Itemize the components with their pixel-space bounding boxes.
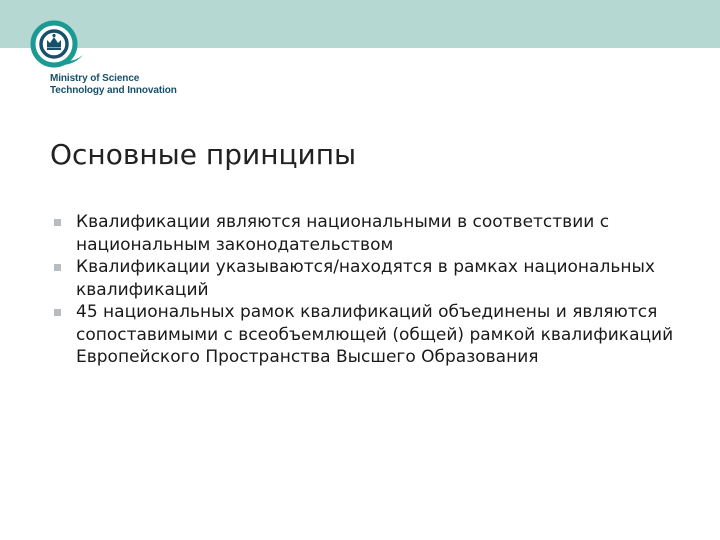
- bullet-text: Квалификации являются национальными в соответствии с национальным законодательством: [76, 212, 610, 255]
- header-band: [0, 0, 720, 48]
- slide-title: Основные принципы: [50, 138, 357, 171]
- bullet-item: [50, 211, 690, 256]
- ministry-logo-icon: [27, 19, 85, 69]
- ministry-name: [50, 73, 177, 97]
- bullet-list: [50, 211, 690, 369]
- square-bullet-icon: [54, 309, 61, 316]
- square-bullet-icon: [54, 219, 61, 226]
- bullet-text: 45 национальных рамок квалификаций объединены и являются сопоставимыми с всеобъемлющей (общей) рамкой квалификаций Европейского Пространства Высшего Образования: [76, 302, 674, 367]
- ministry-name-line-1: Ministry of Science: [50, 73, 140, 84]
- bullet-item: [50, 256, 690, 301]
- bullet-text: Квалификации указываются/находятся в рамках национальных квалификаций: [76, 257, 655, 300]
- square-bullet-icon: [54, 264, 61, 271]
- bullet-item: [50, 301, 690, 369]
- ministry-name-line-2: Technology and Innovation: [50, 85, 177, 96]
